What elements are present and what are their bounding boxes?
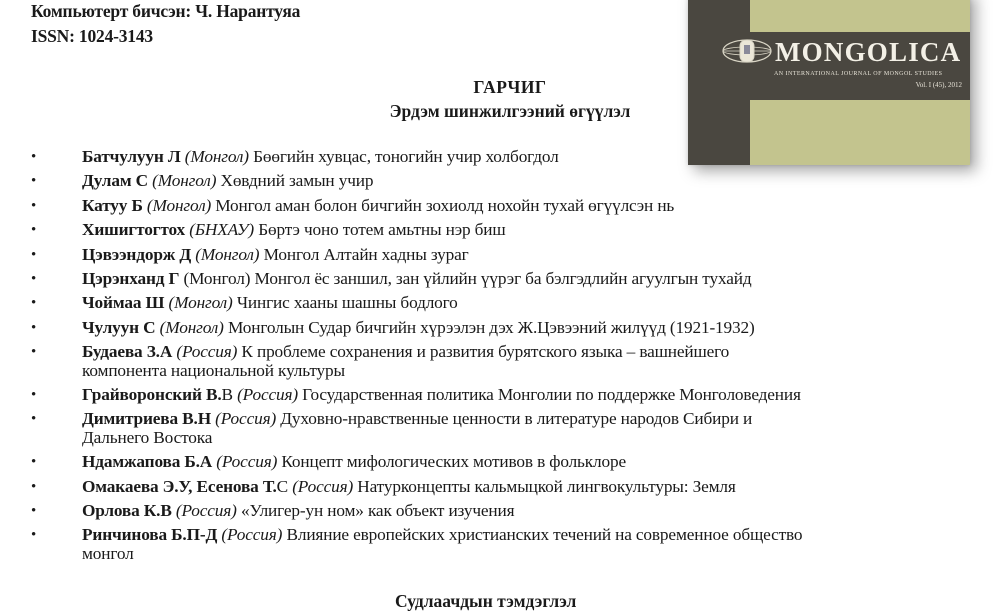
- article-title-continued: Дальнего Востока: [82, 427, 213, 447]
- cover-subtitle: AN INTERNATIONAL JOURNAL OF MONGOL STUDIES: [774, 71, 943, 77]
- toc-item: [0, 502, 1000, 521]
- article-title: Бөртэ чоно тотем амьтны нэр биш: [258, 220, 506, 240]
- toc-item: [0, 453, 1000, 472]
- author-initial: В: [221, 385, 233, 405]
- article-title: Духовно-нравственные ценности в литературе народов Сибири и: [280, 409, 753, 429]
- article-title: Монгол Алтайн хадны зураг: [263, 244, 469, 264]
- author-name: Чоймаа Ш: [82, 293, 165, 313]
- article-title: Натурконцепты кальмыцкой лингвокультуры: Земля: [357, 476, 736, 496]
- author-name: Цэрэнханд Г: [82, 268, 180, 288]
- article-title: Монгол аман болон бичгийн зохиолд нохойн тухай өгүүлсэн нь: [215, 195, 675, 215]
- article-title: Государственная политика Монголии по поддержке Монголоведения: [302, 385, 801, 405]
- toc-item: [0, 172, 1000, 191]
- bullet-icon: •: [31, 173, 37, 190]
- bullet-icon: •: [31, 295, 37, 312]
- author-country: (Россия): [221, 525, 283, 545]
- author-country: (Россия): [237, 385, 298, 405]
- bullet-icon: •: [31, 478, 37, 495]
- toc-item: [0, 148, 1000, 167]
- bullet-icon: •: [31, 454, 37, 471]
- author-country: (Монгол): [152, 171, 217, 191]
- bullet-icon: •: [31, 344, 37, 361]
- bullet-icon: •: [31, 197, 37, 214]
- cover-volume: Vol. I (45), 2012: [915, 81, 962, 89]
- toc-item: [0, 221, 1000, 240]
- article-title-continued: монгол: [82, 543, 134, 563]
- bullet-icon: •: [31, 270, 37, 287]
- article-title: Хөвдний замын учир: [220, 171, 374, 191]
- author-name: Грайворонский В.: [82, 385, 222, 405]
- article-title: «Улигер-ун ном» как объект изучения: [240, 501, 515, 521]
- author-country: (Россия): [175, 501, 237, 521]
- author-name: Орлова К.В: [82, 501, 172, 521]
- bullet-icon: •: [31, 387, 37, 404]
- toc-item: [0, 526, 1000, 563]
- author-name: Катуу Б: [82, 195, 143, 215]
- toc-item: [0, 343, 1000, 380]
- author-country: (Монгол): [183, 268, 251, 288]
- author-country: (Россия): [216, 452, 278, 472]
- article-title: Монголын Судар бичгийн хүрээлэн дэх Ж.Цэвээний жилүүд (1921-1932): [227, 317, 755, 337]
- article-title: Монгол ёс заншил, зан үйлийн үүрэг ба бэлгэдлийн агуулгын тухайд: [254, 268, 752, 288]
- author-name: Омакаева Э.У, Есенова Т.: [82, 476, 277, 496]
- toc-item: [0, 410, 1000, 447]
- author-country: (Россия): [292, 476, 354, 496]
- author-name: Батчулуун Л: [82, 147, 181, 166]
- article-title-continued: компонента национальной культуры: [82, 360, 345, 380]
- author-initial: С: [276, 476, 289, 496]
- author-country: (Монгол): [195, 244, 260, 264]
- author-country: (Монгол): [184, 147, 249, 166]
- author-country: (БНХАУ): [189, 220, 255, 240]
- bullet-icon: •: [31, 149, 37, 165]
- author-country: (Монгол): [159, 317, 224, 337]
- bullet-icon: •: [31, 527, 37, 544]
- article-title: Бөөгийн хувцас, тоногийн учир холбогдол: [253, 147, 559, 166]
- article-title: Влияние европейских христианских течений на современное общество: [286, 525, 803, 545]
- toc-item: [0, 197, 1000, 216]
- article-title: Концепт мифологических мотивов в фольклоре: [281, 452, 627, 472]
- bullet-icon: •: [31, 222, 37, 239]
- author-country: (Монгол): [168, 293, 233, 313]
- author-country: (Россия): [215, 409, 277, 429]
- toc-section-heading: Эрдэм шинжилгээний өгүүлэл: [389, 101, 631, 121]
- author-country: (Монгол): [146, 195, 212, 215]
- toc-item: [0, 319, 1000, 338]
- toc-list: [0, 148, 1000, 569]
- toc-item: [0, 478, 1000, 497]
- toc-item: [0, 246, 1000, 265]
- bullet-icon: •: [31, 246, 37, 263]
- bullet-icon: •: [31, 503, 37, 520]
- issn-number: ISSN: 1024-3143: [31, 26, 153, 46]
- author-country: (Россия): [176, 342, 238, 362]
- author-name: Чулуун С: [82, 317, 156, 337]
- article-title: К проблеме сохранения и развития бурятского языка – вашнейшего: [241, 342, 730, 362]
- next-section-heading: Судлаачдын тэмдэглэл: [395, 591, 577, 611]
- toc-item: [0, 270, 1000, 289]
- article-title: Чингис хааны шашны бодлого: [236, 293, 458, 313]
- author-name: Димитриева В.Н: [82, 409, 211, 429]
- toc-item: [0, 386, 1000, 405]
- globe-emblem-icon: [721, 38, 773, 64]
- toc-item: [0, 294, 1000, 313]
- author-name: Дулам С: [82, 171, 148, 191]
- typist-credit: Компьютерт бичсэн: Ч. Нарантуяа: [31, 1, 301, 21]
- cover-title: MONGOLICA: [775, 37, 962, 67]
- bullet-icon: •: [31, 319, 37, 336]
- bullet-icon: •: [31, 411, 37, 428]
- journal-cover-image: [688, 0, 970, 165]
- author-name: Цэвээндорж Д: [82, 244, 192, 264]
- author-name: Ндамжапова Б.А: [82, 452, 213, 472]
- author-name: Будаева З.А: [82, 342, 173, 362]
- author-name: Ринчинова Б.П-Д: [82, 525, 218, 545]
- toc-title: ГАРЧИГ: [473, 77, 547, 97]
- author-name: Хишигтогтох: [82, 220, 186, 240]
